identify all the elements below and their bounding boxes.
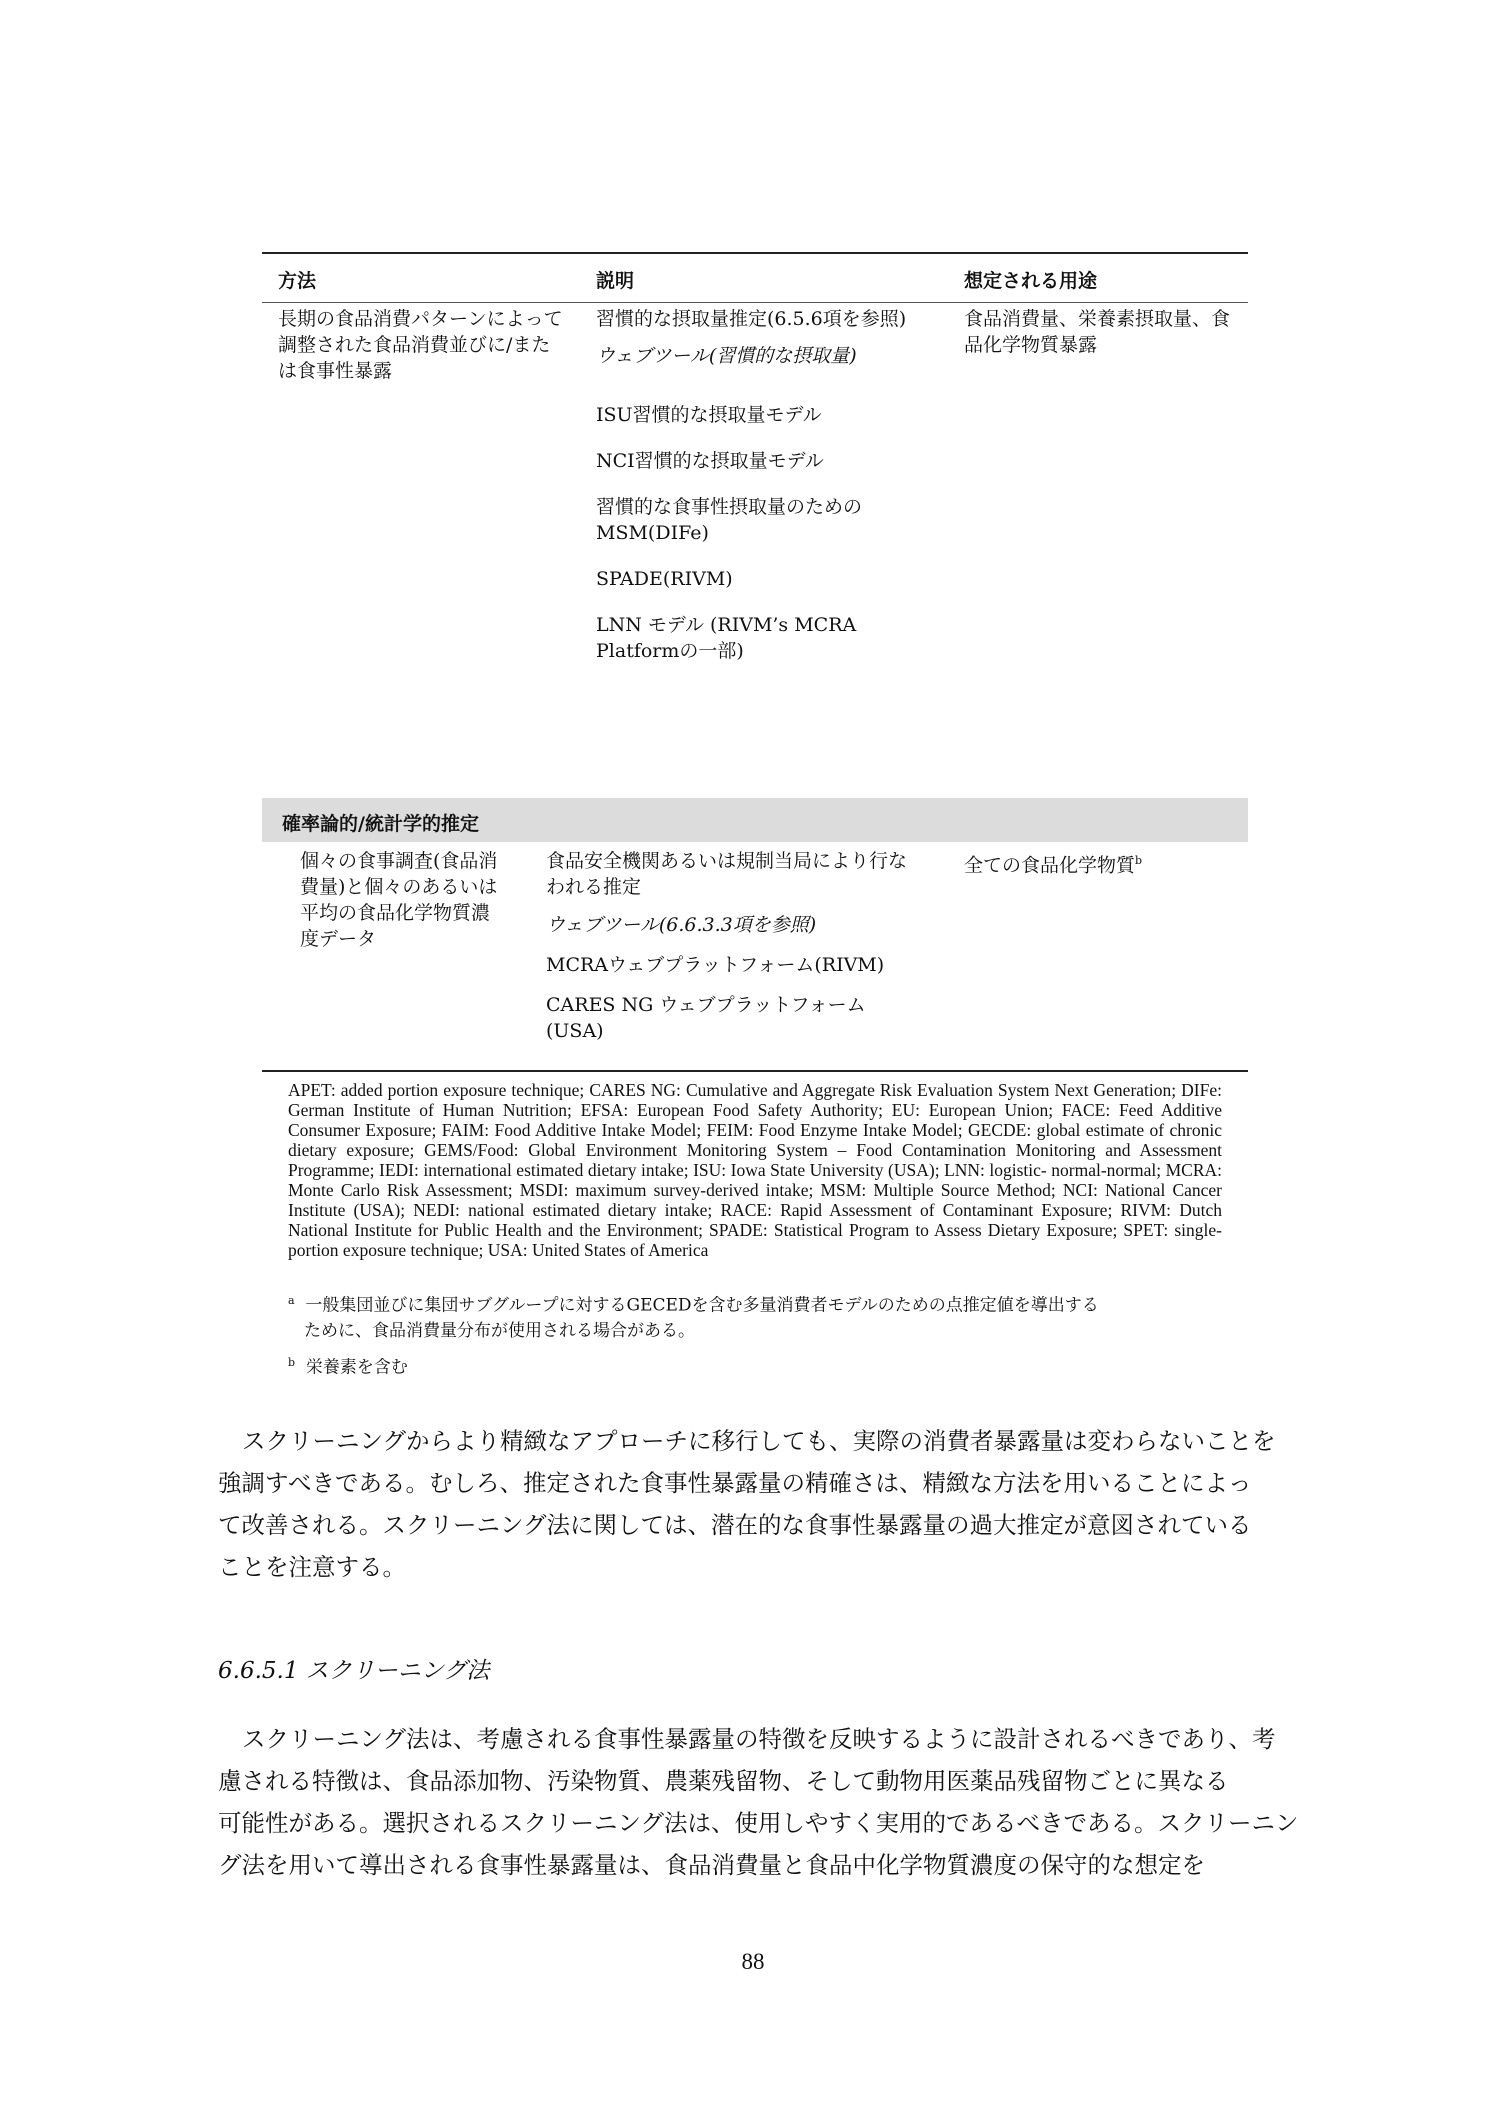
paragraph-1-line: ことを注意する。 bbox=[218, 1553, 406, 1581]
row2-use bbox=[964, 848, 1242, 878]
row1-desc-0: 習慣的な摂取量推定(6.5.6項を参照) bbox=[596, 308, 907, 330]
footnote-a-text1: 一般集団並びに集団サブグループに対するGECEDを含む多量消費者モデルのための点推定値を導出する bbox=[305, 1295, 1099, 1316]
row1-desc-5: MSM(DIFe) bbox=[596, 522, 709, 544]
paragraph-1 bbox=[218, 1420, 1298, 1588]
paragraph-2-line: 可能性がある。選択されるスクリーニング法は、使用しやすく実用的であるべきである。スクリーニン bbox=[218, 1809, 1299, 1837]
row1-use: 食品消費量、栄養素摂取量、食品化学物質暴露 bbox=[964, 308, 1231, 356]
row2-desc-2: MCRAウェブプラットフォーム(RIVM) bbox=[546, 954, 885, 976]
footnote-b-text: 栄養素を含む bbox=[305, 1357, 408, 1378]
footnote-a-line2: ために、食品消費量分布が使用される場合がある。 bbox=[304, 1320, 695, 1341]
header-use: 想定される用途 bbox=[964, 270, 1098, 292]
header-description: 説明 bbox=[596, 270, 635, 292]
row1-desc-2: ISU習慣的な摂取量モデル bbox=[596, 404, 822, 426]
row1-desc-3: NCI習慣的な摂取量モデル bbox=[596, 450, 824, 472]
paragraph-2-line: 慮される特徴は、食品添加物、汚染物質、農薬残留物、そして動物用医薬品残留物ごとに異なる bbox=[218, 1767, 1229, 1795]
section-heading: 6.6.5.1 スクリーニング法 bbox=[218, 1658, 490, 1684]
row2-use-sup: b bbox=[1135, 854, 1143, 867]
paragraph-2-line: グ法を用いて導出される食事性暴露量は、食品消費量と食品中化学物質濃度の保守的な想定を bbox=[218, 1851, 1205, 1879]
row2-desc-3: CARES NG ウェブプラットフォーム (USA) bbox=[546, 994, 866, 1042]
row1-desc-1: ウェブツール(習慣的な摂取量) bbox=[596, 345, 857, 367]
row2-desc-0: 食品安全機関あるいは規制当局により行なわれる推定 bbox=[546, 850, 908, 898]
row2-method: 個々の食事調査(食品消費量)と個々のあるいは平均の食品化学物質濃度データ bbox=[300, 850, 498, 950]
row1-desc-8: Platformの一部) bbox=[596, 640, 744, 662]
row1-method: 長期の食品消費パターンによって調整された食品消費並びに/または食事性暴露 bbox=[278, 308, 563, 382]
row2-desc-1: ウェブツール(6.6.3.3項を参照) bbox=[546, 914, 817, 936]
row1-desc-4: 習慣的な食事性摂取量のための bbox=[596, 496, 863, 518]
table-bottom-rule bbox=[262, 1070, 1248, 1072]
footnote-a bbox=[288, 1288, 1228, 1344]
paragraph-1-line: て改善される。スクリーニング法に関しては、潜在的な食事性暴露量の過大推定が意図されている bbox=[218, 1511, 1252, 1539]
footnote-b bbox=[288, 1350, 1228, 1381]
row2-use-text: 全ての食品化学物質 bbox=[964, 854, 1136, 877]
paragraph-2 bbox=[218, 1718, 1298, 1886]
table-header-rule bbox=[262, 302, 1248, 303]
table-top-rule bbox=[262, 252, 1248, 254]
row1-desc-6: SPADE(RIVM) bbox=[596, 568, 733, 590]
paragraph-1-line: スクリーニングからより精緻なアプローチに移行しても、実際の消費者暴露量は変わらないことを bbox=[242, 1427, 1276, 1455]
abbreviations-note: APET: added portion exposure technique; CARES NG: Cumulative and Aggregate Risk Evaluation System Next Generation; DIFe: German Institute of Human Nutrition; EFSA: European Food Safety Authority; EU: European Union; FACE: Feed Additive Consumer Exposure; FAIM: Food Additive Intake Model; FEIM: Food Enzyme Intake Model; GECDE: global estimate of chronic dietary exposure; GEMS/Food: Global Environment Monitoring System – Food Contamination Monitoring and Assessment Programme; IEDI: international estimated dietary intake; ISU: Iowa State University (USA); LNN: logistic- normal-normal; MCRA: Monte Carlo Risk Assessment; MSDI: maximum survey-derived intake; MSM: Multiple Source Method; NCI: National Cancer Institute (USA); NEDI: national estimated dietary intake; RACE: Rapid Assessment of Contaminant Exposure; RIVM: Dutch National Institute for Public Health and the Environment; SPADE: Statistical Program to Assess Dietary Exposure; SPET: single-portion exposure technique; USA: United States of America bbox=[288, 1080, 1222, 1260]
section-title: 確率論的/統計学的推定 bbox=[282, 813, 479, 835]
footnote-a-line1 bbox=[288, 1288, 1228, 1319]
row1-desc-7: LNN モデル (RIVM’s MCRA bbox=[596, 614, 857, 636]
paragraph-2-line: スクリーニング法は、考慮される食事性暴露量の特徴を反映するように設計されるべきであり、考 bbox=[242, 1725, 1276, 1753]
header-method: 方法 bbox=[278, 270, 317, 292]
page-number: 88 bbox=[741, 1949, 765, 1974]
footnote-a-mark: a bbox=[288, 1294, 295, 1307]
paragraph-1-line: 強調すべきである。むしろ、推定された食事性暴露量の精確さは、精緻な方法を用いることによっ bbox=[218, 1469, 1252, 1497]
footnote-b-mark: b bbox=[288, 1356, 296, 1369]
